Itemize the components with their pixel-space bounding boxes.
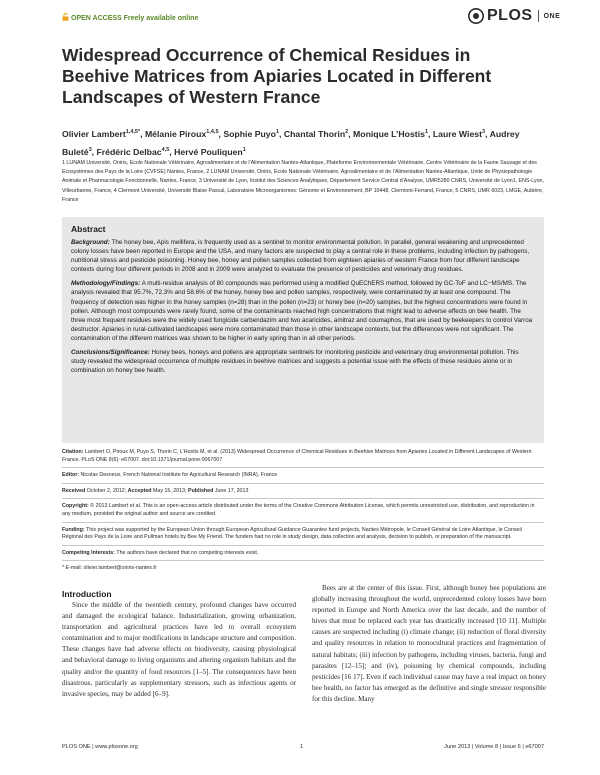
author-name: Mélanie Piroux$^{1,4,5}$ bbox=[144, 128, 219, 139]
methods-label: Methodology/Findings: bbox=[71, 280, 141, 288]
author-affiliation-marker: 4,5 bbox=[161, 146, 170, 153]
divider bbox=[62, 560, 544, 561]
footer-journal: PLOS ONE | www.plosone.org bbox=[62, 744, 138, 750]
open-access-label: OPEN ACCESS Freely available online bbox=[71, 15, 199, 22]
page-footer bbox=[62, 744, 544, 750]
intro-paragraph-1: Since the middle of the twentieth century, profound changes have occurred and damaged the ecological balance. Industrialization, growing urbanization, transportation and agricultural practices have led to overall ecosystem contamination and to major modifications in landscape structure and composition. These changes have had adverse effects on biodiversity, causing physiological and behavioral damage to living organisms and altering organism habitats and the quality and/or the quantity of food resources [1–5]. The consequences have been disastrous, particularly as supplementary stressors, such as infectious agents or invasive species, may be added [6–9]. bbox=[62, 601, 296, 698]
affiliations: 1 LUNAM Université, Oniris, Ecole Nationale Vétérinaire, Agroalimentaire et de l’Alimentation Nantes-Atlantique, Plateforme Environnementale Vétérinaire, Centre Vétérinaire de la Faune Sauvage et des Ecosystèmes des Pays de la Loire (CVFSE) Nantes, France, 2 LUNAM Université, Oniris, Ecole Nationale Vétérinaire, Agroalimentaire et de l’Alimentation Nantes-Atlantique, Unité de Physiopathologie Animale et Pharmacologie Fonctionnelle, Nantes, France, 3 Université de Lyon, Institut des Sciences Analytiques, Département Service Central d’Analyse, UMR5280 CNRS, Université de Lyon1, ENS-Lyon, Villeurbanne, France, 4 Clermont Université, Université Blaise Pascal, Laboratoire Microorganismes: Génome et Environnement, BP 10448, Clermont-Ferrand, France, 5 CNRS, UMR 6023, LMGE, Aubière, France bbox=[62, 160, 544, 203]
author-name: Monique L’Hostis$^1$ bbox=[353, 128, 429, 139]
author-affiliation-marker: 3 bbox=[88, 146, 92, 153]
open-lock-icon bbox=[62, 13, 69, 21]
abstract-conclusions bbox=[71, 348, 535, 375]
article-title: Widespread Occurrence of Chemical Residues in Beehive Matrices from Apiaries Located in Different Landscapes of Western France bbox=[62, 45, 492, 107]
logo-journal: ONE bbox=[543, 12, 561, 20]
intro-paragraph-2: Bees are at the center of this issue. First, although honey bee populations are globally increasing throughout the world, unprecedented colony losses have been reported in Europe and North America over the last decade, and the number of hives that must be replaced each year has drastically increased [10 11]. Multiple causes are suspected including (i) climate change; (ii) reduction of floral diversity and quality resources in relation to monocultural practices and fragmentation of natural habitats; (iii) infection by pathogens, including viruses, bacteria, fungi and parasites [12–15]; and (iv), poisoning by chemical compounds, including pesticides [16 17]. Even if each individual cause may have a real impact on honey bee health, no factor has emerged as the definitive and single stressor responsible for this decline. Many bbox=[312, 584, 546, 703]
divider bbox=[62, 498, 544, 499]
conclusions-text: Honey bees, honeys and pollens are appropriate sentinels for monitoring pesticide and veterinary drug environmental pollution. This study revealed the widespread occurrence of multiple residues in beehive matrices and suggests a potential issue with the effects of these residues alone or in combination on honey bee health. bbox=[71, 349, 519, 375]
author-affiliation-marker: 1,4,5* bbox=[125, 129, 141, 135]
dates: Received October 2, 2012; Accepted May 15, 2013; Published June 17, 2013 bbox=[62, 487, 249, 494]
abstract-methods bbox=[71, 279, 535, 343]
corresponding-email: * E-mail: olivier.lambert@oniris-nantes.fr bbox=[62, 565, 157, 572]
methods-text: A multi-residue analysis of 80 compounds was performed using a modified QuEChERS method, followed by GC-ToF and LC−MS/MS. The analysis revealed that 95.7%, 72.3% and 58.6% of the honey, honey bee and pollen samples, respectively, were contaminated by at least one compound. The frequency of detection was higher in the honey samples (n=28) than in the pollen (n=23) or honey bee (n=20) samples, but the highest concentrations were found in pollen. Although most compounds were rarely found, some of the contaminants reached high concentrations that might lead to adverse effects on bee health. The three most frequent residues were the widely used fungicide carbendazim and two acaricides, amitraz and coumaphos, that are used by beekeepers to control Varroa destructor. Apiaries in rural-cultivated landscapes were more contaminated than those in other landscape contexts, but the differences were not significant. The contamination of the different matrices was shown to be higher in early spring than in all other periods. bbox=[71, 280, 533, 342]
background-text: The honey bee, Apis mellifera, is frequently used as a sentinel to monitor environmental pollution. In parallel, general weakening and unprecedented colony losses have been reported in Europe and the USA, and many factors are suspected to play a central role in these problems, including infection by pathogens, nutritional stress and pesticide poisoning. Honey bee, honey and pollen samples collected from eighteen apiaries of western France from four different landscape contexts during four different periods in 2008 and in 2009 were analyzed to evaluate the presence of pesticides and veterinary drug residues. bbox=[71, 239, 530, 274]
body-column-left bbox=[62, 600, 296, 700]
author-name: Sophie Puyo$^1$ bbox=[223, 128, 280, 139]
author-name: Frédéric Delbac$^{4,5}$ bbox=[96, 146, 170, 157]
article-metadata bbox=[62, 449, 544, 576]
copyright: Copyright: © 2013 Lambert et al. This is an open-access article distributed under the terms of the Creative Commons Attribution License, which permits unrestricted use, distribution, and reproduction in any medium, provided the original author and source are credited. bbox=[62, 503, 535, 517]
author-affiliation-marker: 2 bbox=[345, 129, 349, 135]
footer-issue: June 2013 | Volume 8 | Issue 6 | e67007 bbox=[444, 744, 544, 750]
competing-interests: Competing Interests: The authors have declared that no competing interests exist. bbox=[62, 549, 259, 556]
author-name: Olivier Lambert$^{1,4,5*}$ bbox=[62, 128, 141, 139]
logo-divider bbox=[538, 10, 539, 22]
author-name: Chantal Thorin$^2$ bbox=[283, 128, 349, 139]
author-name: Hervé Pouliquen$^1$ bbox=[174, 146, 246, 157]
logo-wordmark: PLOS bbox=[487, 7, 533, 24]
body-column-right bbox=[312, 583, 546, 705]
author-affiliation-marker: 1,4,5 bbox=[206, 129, 219, 135]
divider bbox=[62, 522, 544, 523]
divider bbox=[62, 545, 544, 546]
author-affiliation-marker: 1 bbox=[424, 129, 429, 135]
abstract-background bbox=[71, 238, 535, 274]
author-affiliation-marker: 1 bbox=[275, 129, 280, 135]
funding: Funding: This project was supported by the European Union through European Agricultural Guidance Guarantee fund projects, Nantes Métropole, le Conseil Général de Loire Atlantique, le Conseil Régional des Pays de la Loire and Pullman hotels by Bee My Friend. The funders had no role in study design, data collection and analysis, decision to publish, or preparation of the manuscript. bbox=[62, 526, 522, 541]
plos-one-logo bbox=[468, 7, 560, 25]
divider bbox=[62, 467, 544, 468]
abstract-box bbox=[62, 217, 544, 443]
editor: Editor: Nicolas Desneux, French National Institute for Agricultural Research (INRA), France bbox=[62, 472, 278, 479]
conclusions-label: Conclusions/Significance: bbox=[71, 349, 150, 357]
author-list: Olivier Lambert$^{1,4,5*}$, Mélanie Piroux$^{1,4,5}$, Sophie Puyo$^1$, Chantal Thorin$^2$, Monique L’Hostis$^1$, Laure Wiest$^3$, Audrey Buleté$^3$, Frédéric Delbac$^{4,5}$, Hervé Pouliquen$^1$ bbox=[62, 128, 520, 157]
introduction-heading: Introduction bbox=[62, 589, 112, 599]
author-affiliation-marker: 3 bbox=[482, 129, 486, 135]
author-name: Laure Wiest$^3$ bbox=[432, 128, 486, 139]
author-name: Audrey Buleté$^3$ bbox=[62, 128, 520, 157]
abstract-heading: Abstract bbox=[71, 224, 106, 234]
citation: Citation: Lambert O, Piroux M, Puyo S, Thorin C, L’Hostis M, et al. (2013) Widespread Occurrence of Chemical Residues in Beehive Matrices from Apiaries Located in Different Landscapes of Western France. PLoS ONE 8(6): e67007. doi:10.1371/journal.pone.0067007 bbox=[62, 449, 532, 463]
background-label: Background: bbox=[71, 239, 110, 246]
author-affiliation-marker: 1 bbox=[242, 146, 246, 153]
divider bbox=[62, 483, 544, 484]
open-access-banner bbox=[62, 13, 198, 22]
page-number: 1 bbox=[300, 744, 304, 750]
plos-logo-icon bbox=[468, 8, 484, 24]
